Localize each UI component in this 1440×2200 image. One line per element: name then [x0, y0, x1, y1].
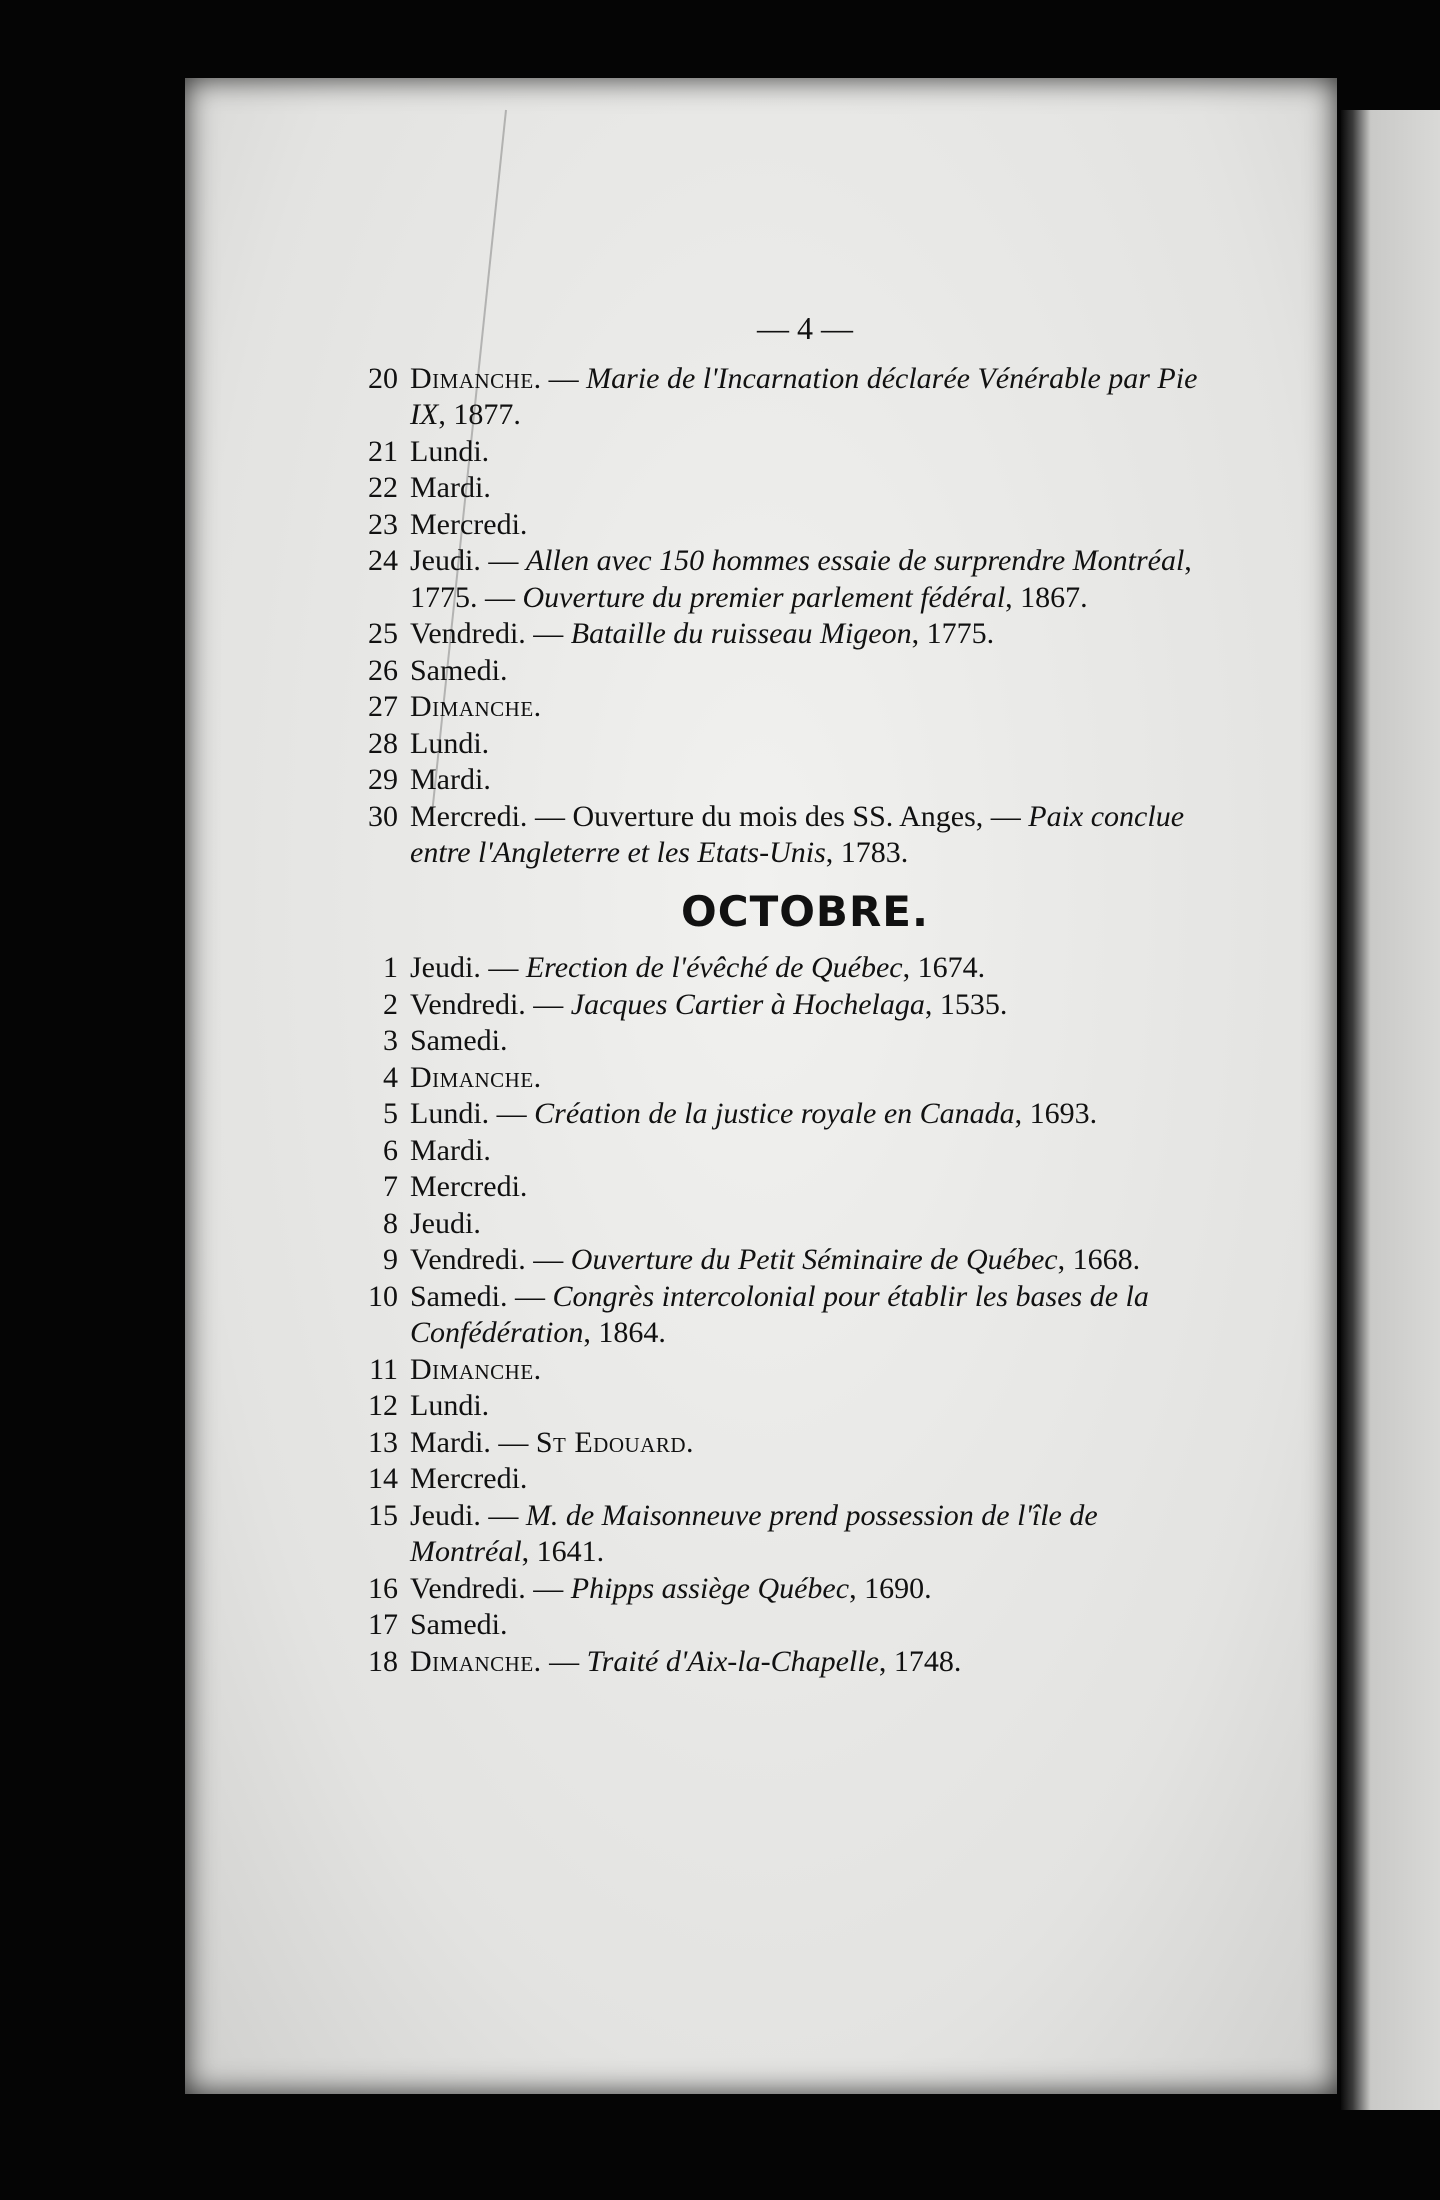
- event-note: Allen avec 150 hommes essaie de surprendre Montréal: [525, 544, 1185, 577]
- weekday: Jeudi.: [410, 544, 481, 577]
- feast-name: St Edouard.: [535, 1425, 694, 1459]
- calendar-entry: [350, 1425, 1220, 1462]
- calendar-entry: [350, 1461, 1220, 1498]
- separator: —: [541, 1644, 587, 1678]
- event-note: Paix conclue entre l'Angleterre et les Etats-Unis: [410, 799, 1185, 869]
- calendar-entry: [350, 950, 1220, 987]
- calendar-entry: [350, 653, 1220, 690]
- day-number: 2: [383, 987, 398, 1021]
- day-number: 4: [383, 1060, 398, 1094]
- day-number: 27: [368, 690, 398, 723]
- weekday: Mardi.: [410, 471, 491, 504]
- weekday: Mercredi.: [410, 1170, 528, 1203]
- weekday: Samedi.: [410, 653, 508, 687]
- calendar-entry: [350, 1133, 1220, 1170]
- day-number: 1: [383, 951, 398, 984]
- calendar-entry: [350, 726, 1220, 763]
- weekday: Jeudi.: [410, 1206, 481, 1240]
- weekday: Samedi.: [410, 1608, 508, 1641]
- weekday: Jeudi.: [410, 1498, 481, 1532]
- event-year: , 1668.: [1057, 1243, 1141, 1276]
- weekday: Dimanche.: [410, 1352, 542, 1386]
- calendar-entry: [350, 689, 1220, 726]
- event-year: , 1877.: [438, 398, 521, 431]
- weekday: Mardi.: [410, 763, 491, 796]
- day-number: 8: [383, 1206, 398, 1240]
- weekday: Jeudi.: [410, 951, 481, 984]
- day-number: 10: [368, 1279, 398, 1313]
- weekday: Mercredi.: [410, 799, 528, 833]
- weekday: Lundi.: [410, 1097, 490, 1130]
- event-note: M. de Maisonneuve prend possession de l'île de Montréal: [410, 1498, 1098, 1568]
- weekday: Lundi.: [410, 1389, 490, 1422]
- weekday: Vendredi.: [410, 1243, 526, 1276]
- separator: —: [480, 544, 526, 577]
- event-year: , 1748.: [878, 1644, 962, 1678]
- separator: . —: [533, 361, 587, 395]
- calendar-entry: [350, 762, 1220, 799]
- day-number: 20: [368, 361, 398, 395]
- weekday: Mardi.: [410, 1425, 491, 1459]
- separator: —: [525, 1243, 571, 1276]
- calendar-entry: [350, 616, 1220, 653]
- event-note: Traité d'Aix-la-Chapelle: [586, 1644, 879, 1678]
- separator: —: [489, 1097, 535, 1130]
- day-number: 12: [368, 1389, 398, 1422]
- adjacent-page-edge: [1341, 110, 1440, 2110]
- day-number: 28: [368, 726, 398, 760]
- day-number: 7: [383, 1170, 398, 1203]
- day-number: 9: [383, 1243, 398, 1276]
- event-year: , 1864.: [583, 1316, 666, 1349]
- calendar-entry: [350, 1279, 1220, 1352]
- day-number: 5: [383, 1097, 398, 1130]
- day-number: 21: [368, 434, 398, 468]
- event-year: , 1775.: [911, 617, 995, 650]
- event-year: , 1674.: [902, 951, 986, 984]
- calendar-entry: [350, 434, 1220, 471]
- event-note: Création de la justice royale en Canada: [534, 1097, 1015, 1130]
- separator: —: [507, 1279, 553, 1313]
- event-note: Bataille du ruisseau Migeon: [570, 617, 912, 650]
- calendar-entry: [350, 1352, 1220, 1389]
- day-number: 15: [368, 1498, 398, 1532]
- day-number: 18: [368, 1644, 398, 1678]
- calendar-entry: [350, 987, 1220, 1024]
- event-note: Erection de l'évêché de Québec: [525, 951, 903, 984]
- calendar-entry: [350, 799, 1220, 872]
- calendar-entry: [350, 361, 1220, 434]
- calendar-entry: [350, 543, 1220, 616]
- separator: —: [480, 1498, 526, 1532]
- day-number: 13: [368, 1425, 398, 1459]
- day-number: 26: [368, 653, 398, 687]
- day-number: 17: [368, 1608, 398, 1641]
- calendar-entry: [350, 1388, 1220, 1425]
- day-number: 30: [368, 799, 398, 833]
- calendar-entry: [350, 1242, 1220, 1279]
- weekday: Mardi.: [410, 1133, 491, 1167]
- weekday: Mercredi.: [410, 1462, 528, 1495]
- day-number: 11: [369, 1352, 398, 1386]
- event-year: , 1535.: [924, 987, 1008, 1021]
- separator: —: [525, 1571, 571, 1605]
- calendar-entry: [350, 1096, 1220, 1133]
- day-number: 16: [368, 1571, 398, 1605]
- weekday: Vendredi.: [410, 1571, 526, 1605]
- weekday: Samedi.: [410, 1024, 508, 1057]
- day-number: 6: [383, 1133, 398, 1167]
- weekday: Lundi.: [410, 726, 490, 760]
- calendar-entry: [350, 507, 1220, 544]
- calendar-entry: [350, 1206, 1220, 1243]
- page-number: — 4 —: [757, 310, 853, 346]
- event-year: , 1775. —: [410, 544, 1192, 614]
- calendar-entry: [350, 1169, 1220, 1206]
- september-entries: [350, 361, 1220, 872]
- calendar-entry: [350, 470, 1220, 507]
- event-note: Ouverture du Petit Séminaire de Québec: [570, 1243, 1058, 1276]
- weekday: Dimanche: [410, 361, 534, 395]
- event-note: Phipps assiège Québec: [570, 1571, 850, 1605]
- day-number: 29: [368, 763, 398, 796]
- event-year: , 1693.: [1014, 1097, 1098, 1130]
- event-year: , 1690.: [849, 1571, 932, 1605]
- day-number: 3: [383, 1024, 398, 1057]
- event-note: Jacques Cartier à Hochelaga: [570, 987, 925, 1021]
- weekday: Dimanche.: [410, 1060, 542, 1094]
- entry-text: Ouverture du mois des SS. Anges, —: [572, 799, 1029, 833]
- weekday: Vendredi.: [410, 617, 526, 650]
- calendar-text: [350, 310, 1220, 1680]
- separator: —: [480, 951, 526, 984]
- month-heading-octobre: OCTOBRE.: [681, 886, 929, 936]
- event-note: Ouverture du premier parlement fédéral: [522, 580, 1006, 614]
- event-year: , 1783.: [825, 836, 909, 869]
- day-number: 23: [368, 507, 398, 541]
- separator: —: [490, 1425, 536, 1459]
- weekday: Vendredi.: [410, 987, 526, 1021]
- event-year: , 1867.: [1005, 580, 1088, 614]
- calendar-entry: [350, 1644, 1220, 1681]
- day-number: 25: [368, 617, 398, 650]
- october-entries: [350, 950, 1220, 1680]
- weekday: Mercredi.: [410, 507, 528, 541]
- weekday: Samedi.: [410, 1279, 508, 1313]
- separator: —: [527, 799, 573, 833]
- weekday: Lundi.: [410, 434, 490, 468]
- calendar-entry: [350, 1498, 1220, 1571]
- calendar-entry: [350, 1023, 1220, 1060]
- calendar-entry: [350, 1607, 1220, 1644]
- day-number: 22: [368, 471, 398, 504]
- separator: —: [525, 617, 571, 650]
- weekday: Dimanche.: [410, 1644, 542, 1678]
- weekday: Dimanche.: [410, 690, 542, 723]
- day-number: 24: [368, 544, 398, 577]
- event-year: , 1641.: [521, 1535, 605, 1568]
- calendar-entry: [350, 1571, 1220, 1608]
- day-number: 14: [368, 1462, 398, 1495]
- separator: —: [525, 987, 571, 1021]
- event-note: Congrès intercolonial pour établir les bases de la Confédération: [410, 1279, 1149, 1349]
- calendar-entry: [350, 1060, 1220, 1097]
- event-note: Marie de l'Incarnation déclarée Vénérable par Pie IX: [410, 361, 1198, 431]
